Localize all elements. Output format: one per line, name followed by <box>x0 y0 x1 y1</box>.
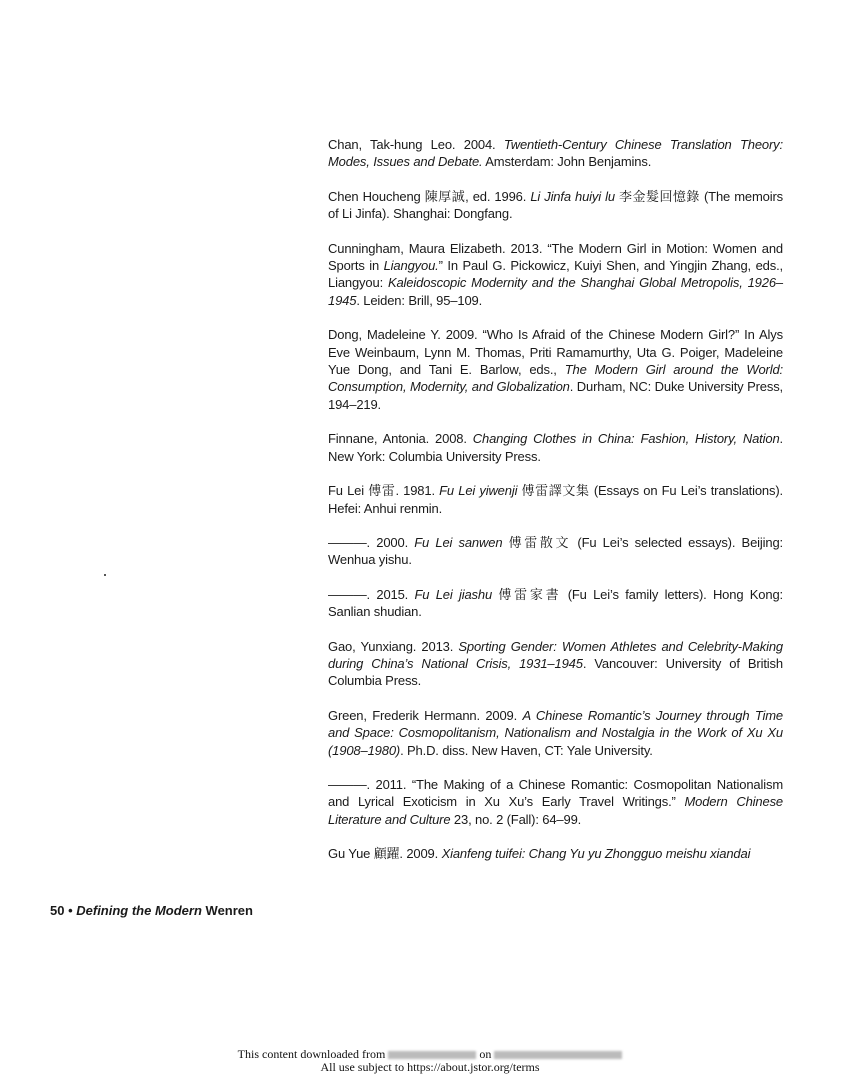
entry-text: Green, Frederik Hermann. 2009. <box>328 707 523 723</box>
bibliography-entry <box>328 136 783 171</box>
bibliography-entry <box>328 430 783 465</box>
bibliography-list <box>328 136 783 880</box>
entry-text: . New York: Columbia University Press. <box>328 431 783 464</box>
entry-title-italic: Twentieth-Century Chinese Translation Theory: Modes, Issues and Debate. <box>328 137 783 170</box>
book-title-italic: Defining the Modern <box>76 903 202 918</box>
entry-text: ———. 2015. <box>328 586 415 602</box>
download-on: on <box>476 1047 495 1061</box>
entry-title-italic: Liangyou. <box>383 258 439 274</box>
entry-title-italic: Li Jinfa huiyi lu <box>530 188 615 204</box>
entry-text: Amsterdam: John Benjamins. <box>482 154 652 170</box>
entry-text: . Vancouver: University of British Columbia Press. <box>328 655 783 689</box>
entry-title-italic: A Chinese Romantic’s Journey through Time and Space: Cosmopolitanism, Nationalism and Nostalgia in the Work of Xu Xu (1908–1980) <box>328 707 784 758</box>
download-line <box>0 1048 860 1061</box>
bibliography-entry <box>328 534 783 569</box>
bibliography-entry <box>328 326 783 413</box>
entry-text: 傅雷家書 (Fu Lei’s family letters). Hong Kong: Sanlian shudian. <box>328 586 783 620</box>
entry-text: Gu Yue 顧躍. 2009. <box>328 846 442 862</box>
bibliography-entry <box>328 845 783 862</box>
page-footer <box>50 903 253 918</box>
bibliography-entry <box>328 586 783 621</box>
entry-text: 23, no. 2 (Fall): 64–99. <box>450 811 582 827</box>
bibliography-entry <box>328 638 783 690</box>
entry-title-italic: Fu Lei yiwenji <box>439 483 518 499</box>
bibliography-entry <box>328 707 783 759</box>
entry-title-italic: The Modern Girl around the World: Consumption, Modernity, and Globalization <box>328 362 784 395</box>
bibliography-entry <box>328 188 783 223</box>
entry-title-italic: Modern Chinese Literature and Culture <box>328 794 784 827</box>
page-number: 50 • <box>50 903 77 918</box>
entry-title-italic: Changing Clothes in China: Fashion, History, Nation <box>472 431 780 447</box>
bibliography-entry <box>328 482 783 517</box>
entry-text: 傅雷譯文集 (Essays on Fu Lei’s translations). Hefei: Anhui renmin. <box>328 483 784 516</box>
entry-text: Chen Houcheng 陳厚誠, ed. 1996. <box>328 188 531 204</box>
book-title-roman: Wenren <box>201 903 253 918</box>
terms-line: All use subject to https://about.jstor.org/terms <box>320 1060 540 1074</box>
entry-title-italic: Fu Lei sanwen <box>414 534 503 550</box>
entry-title-italic: Sporting Gender: Women Athletes and Celebrity-Making during China’s National Crisis, 1931–1945 <box>328 638 783 671</box>
entry-text: 李金髮回憶錄 (The memoirs of Li Jinfa). Shanghai: Dongfang. <box>328 188 783 222</box>
entry-text: Fu Lei 傅雷. 1981. <box>328 483 440 499</box>
download-prefix: This content downloaded from <box>237 1047 389 1061</box>
jstor-notice <box>0 1048 860 1074</box>
entry-title-italic: Kaleidoscopic Modernity and the Shanghai Global Metropolis, 1926–1945 <box>328 275 783 308</box>
entry-text: Finnane, Antonia. 2008. <box>328 431 473 447</box>
entry-text: 傅雷散文 (Fu Lei’s selected essays). Beijing: Wenhua yishu. <box>328 534 783 568</box>
entry-title-italic: Fu Lei jiashu <box>414 586 493 602</box>
entry-text: ” In Paul G. Pickowicz, Kuiyi Shen, and Yingjin Zhang, eds., Liangyou: <box>328 258 783 291</box>
bibliography-entry <box>328 240 783 310</box>
entry-text: . Leiden: Brill, 95–109. <box>356 292 483 308</box>
entry-text: Gao, Yunxiang. 2013. <box>328 638 459 654</box>
entry-text: Cunningham, Maura Elizabeth. 2013. “The Modern Girl in Motion: Women and Sports in <box>328 240 783 274</box>
entry-text: ———. 2000. <box>328 534 415 550</box>
entry-title-italic: Xianfeng tuifei: Chang Yu yu Zhongguo meishu xiandai <box>441 846 751 862</box>
entry-text: ———. 2011. “The Making of a Chinese Romantic: Cosmopolitan Nationalism and Lyrical Exoticism in Xu Xu’s Early Travel Writings.” <box>328 776 783 810</box>
scan-speck <box>104 574 106 576</box>
redacted-ip <box>388 1051 476 1059</box>
entry-text: Chan, Tak-hung Leo. 2004. <box>328 137 504 152</box>
entry-text: Dong, Madeleine Y. 2009. “Who Is Afraid of the Chinese Modern Girl?” In Alys Eve Weinbaum, Lynn M. Thomas, Priti Ramamurthy, Uta G. Poiger, Madeleine Yue Dong, and Tani E. Barlow, eds., <box>328 327 783 378</box>
entry-text: . Durham, NC: Duke University Press, 194–219. <box>328 379 784 412</box>
entry-text: . Ph.D. diss. New Haven, CT: Yale University. <box>400 742 653 758</box>
bibliography-entry <box>328 776 783 828</box>
redacted-date <box>494 1051 622 1059</box>
